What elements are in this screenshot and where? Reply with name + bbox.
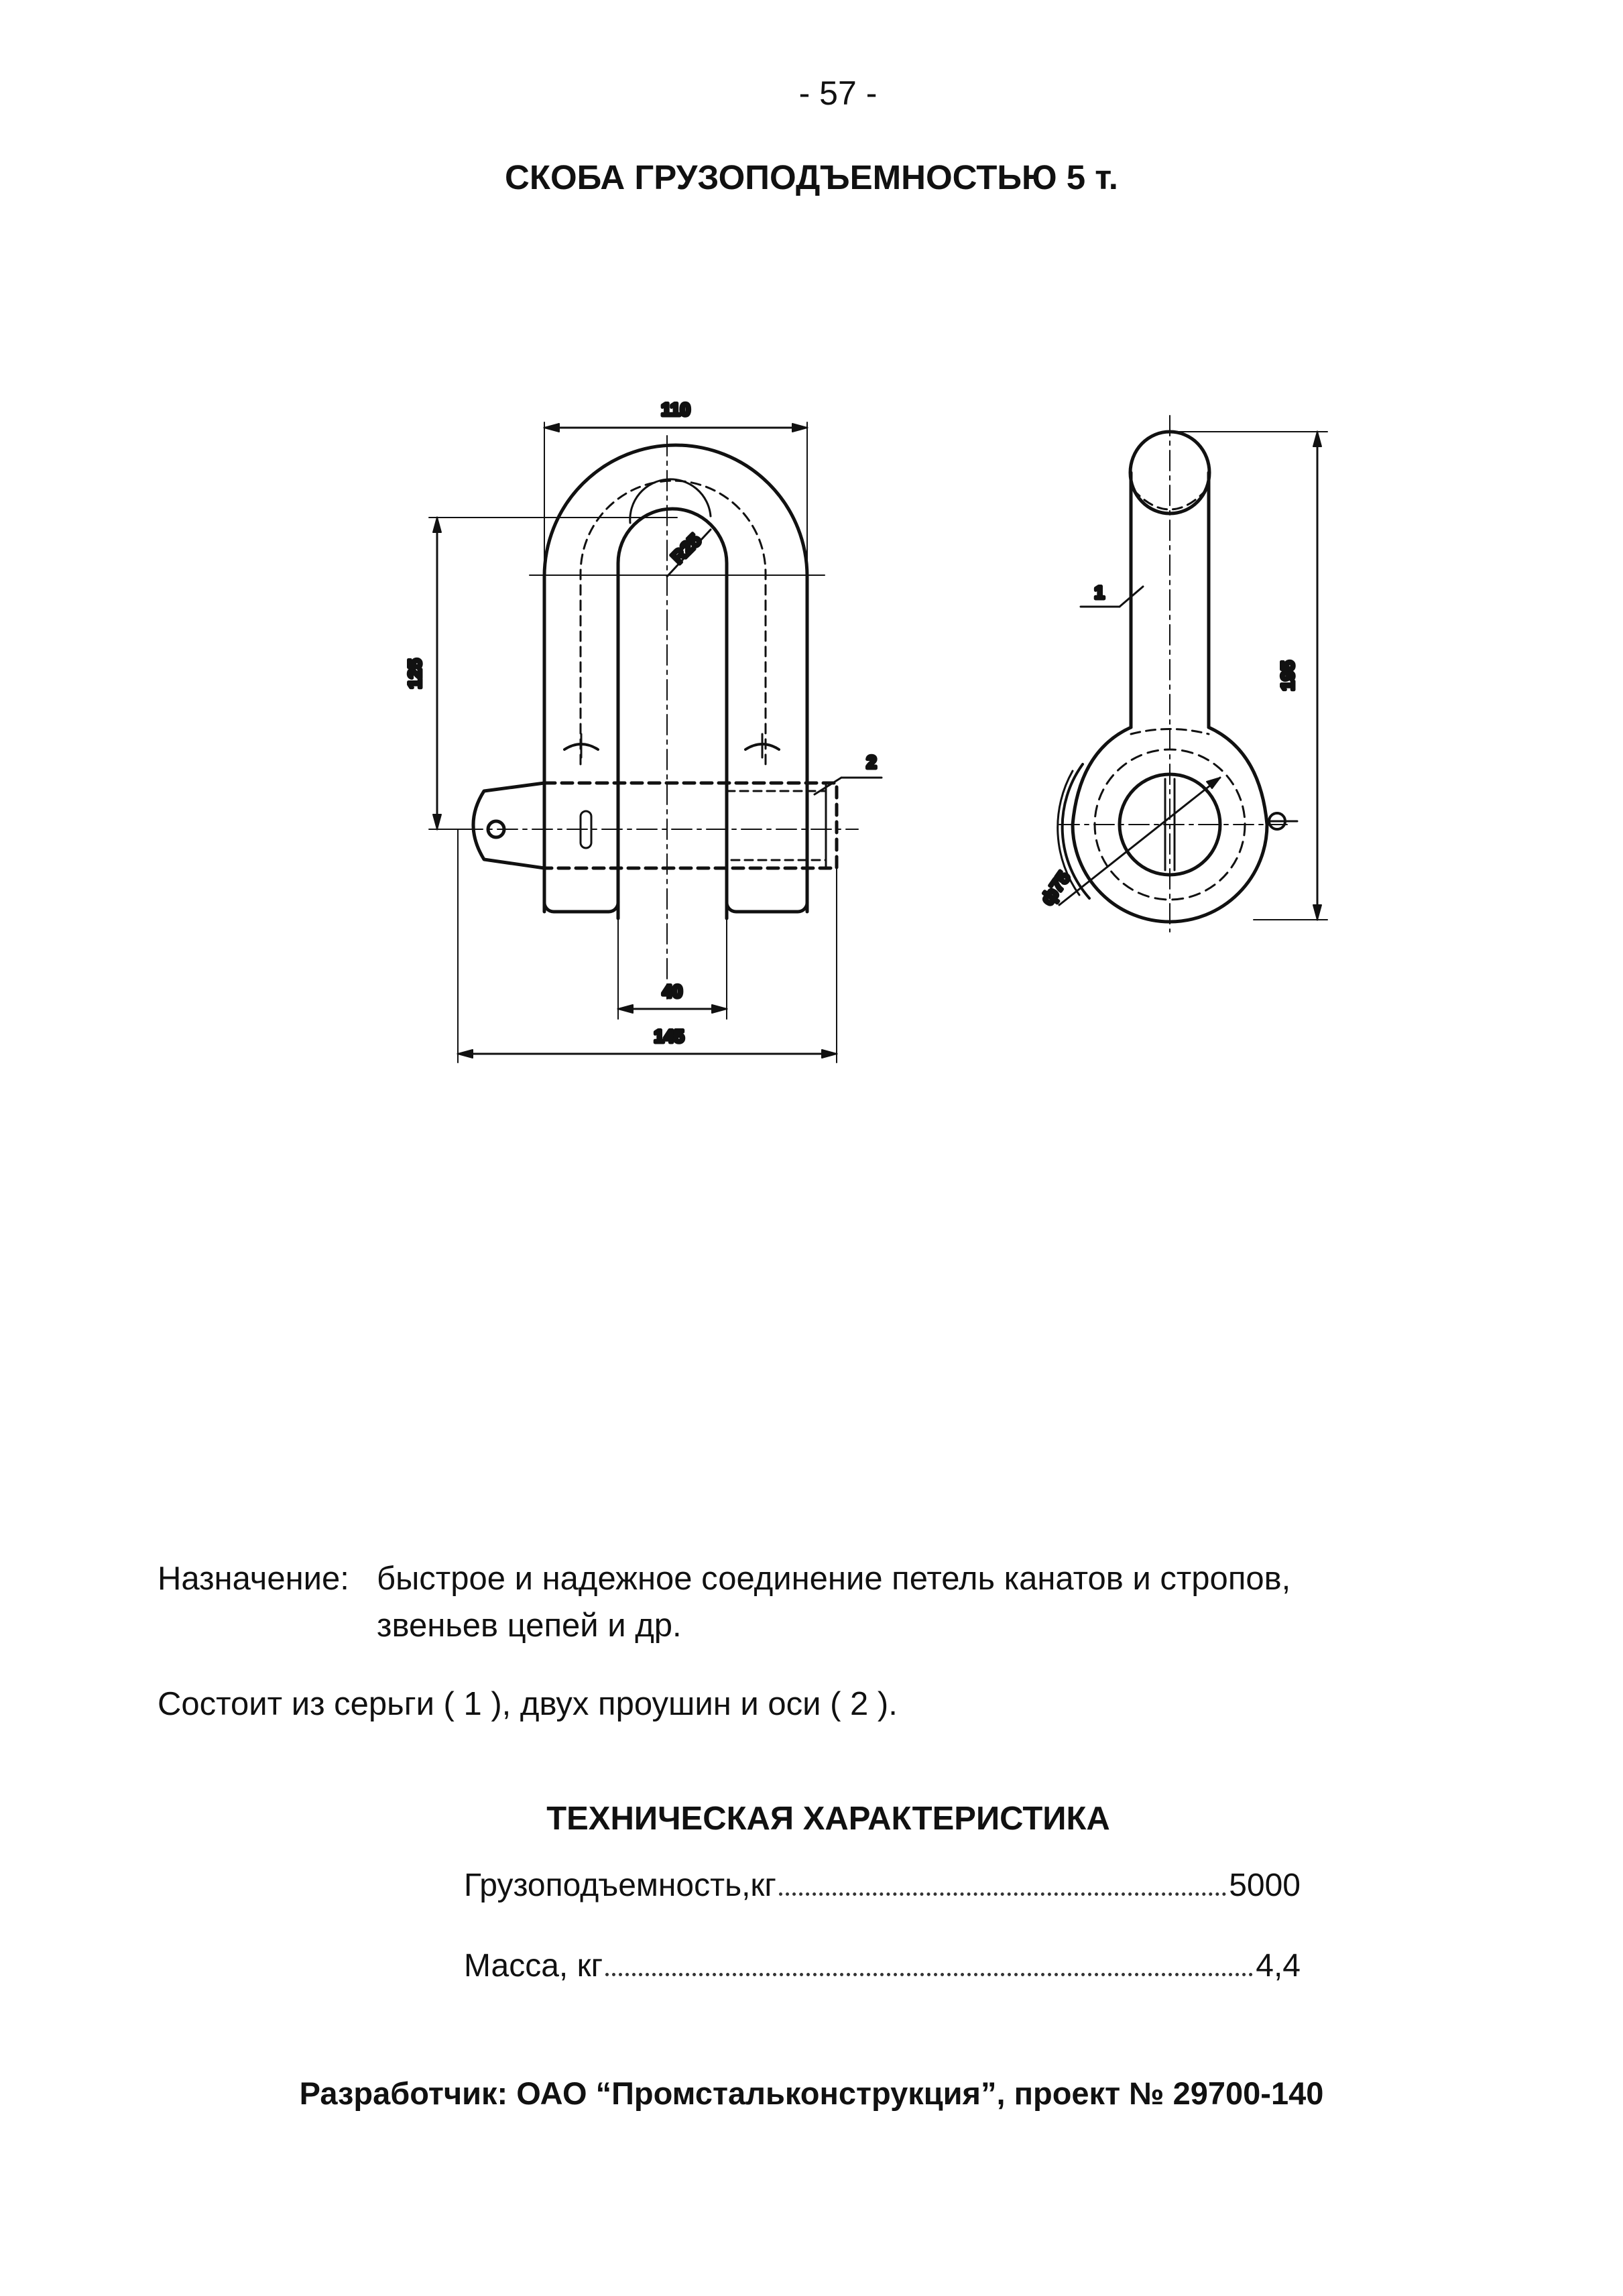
dim-110: 110 <box>661 400 690 420</box>
purpose-text: быстрое и надежное соединение петель канатов и стропов, звеньев цепей и др. <box>377 1561 1291 1644</box>
page-title: СКОБА ГРУЗОПОДЪЕМНОСТЬЮ 5 т. <box>505 158 1118 196</box>
dim-diameter: ф75 <box>1036 867 1075 909</box>
dim-r25: R25 <box>667 530 705 568</box>
dot-leader <box>605 1973 1253 1976</box>
purpose-label: Назначение: <box>158 1561 349 1597</box>
shackle-front-view <box>429 422 882 1063</box>
dot-leader <box>779 1892 1226 1896</box>
composition-text: Состоит из серьги ( 1 ), двух проушин и оси ( 2 ). <box>158 1686 898 1722</box>
spec-value: 4,4 <box>1256 1948 1301 1984</box>
spec-row-capacity <box>464 1867 1301 1904</box>
spec-row-mass <box>464 1947 1301 1984</box>
dim-195: 195 <box>1278 660 1298 691</box>
dim-145: 145 <box>654 1026 684 1046</box>
tech-spec-title: ТЕХНИЧЕСКАЯ ХАРАКТЕРИСТИКА <box>546 1801 1110 1837</box>
dim-125: 125 <box>405 658 425 689</box>
spec-label: Грузоподъемность,кг <box>464 1868 776 1903</box>
callout-part-2: 2 <box>866 752 877 772</box>
dim-40: 40 <box>662 981 683 1002</box>
developer-credit: Разработчик: ОАО “Промстальконструкция”, проект № 29700-140 <box>299 2075 1324 2111</box>
spec-label: Масса, кг <box>464 1948 603 1984</box>
callout-part-1: 1 <box>1094 583 1105 603</box>
spec-value: 5000 <box>1229 1868 1301 1903</box>
page-number: - 57 - <box>798 74 878 112</box>
